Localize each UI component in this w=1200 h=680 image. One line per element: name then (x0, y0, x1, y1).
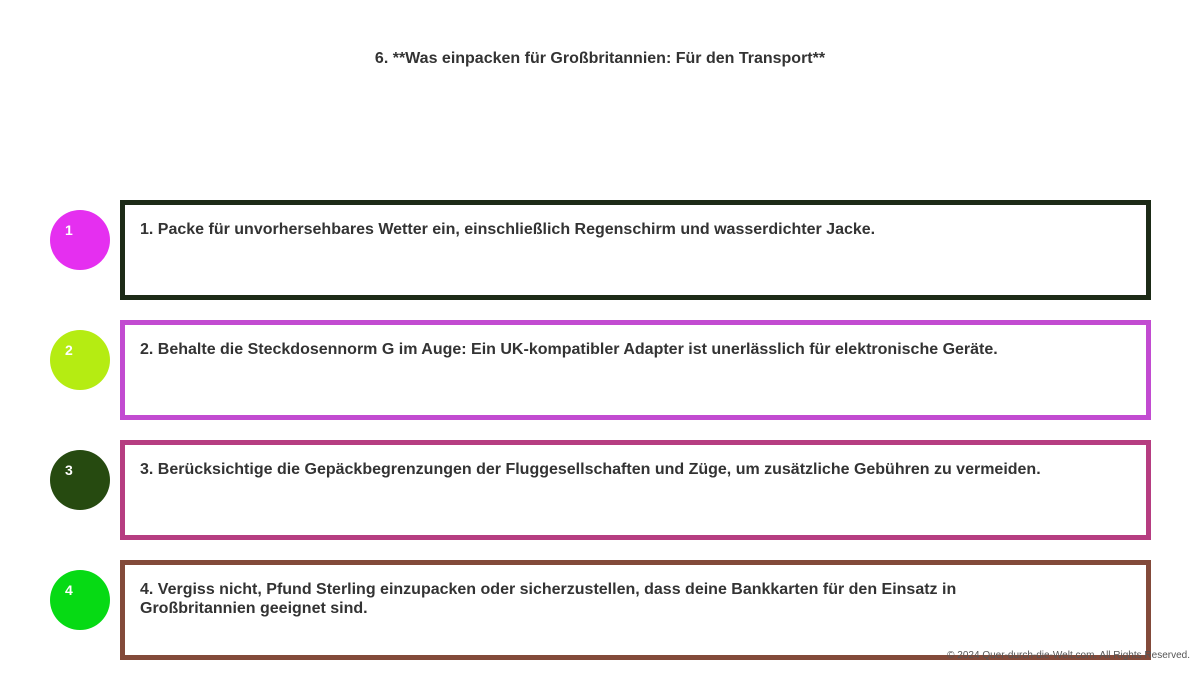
list-item (0, 560, 1200, 660)
number-circle (50, 330, 110, 390)
item-number: 1 (65, 222, 73, 238)
list-item (0, 320, 1200, 420)
number-circle (50, 450, 110, 510)
number-circle (50, 570, 110, 630)
item-box (120, 320, 1151, 420)
item-box (120, 560, 1151, 660)
page-title: 6. **Was einpacken für Großbritannien: Für den Transport** (374, 50, 826, 67)
item-text: 4. Vergiss nicht, Pfund Sterling einzupacken oder sicherzustellen, dass deine Bankkarten für den Einsatz in Großbritannien geeignet sind. (140, 581, 957, 617)
item-number: 3 (65, 462, 73, 478)
item-box (120, 440, 1151, 540)
copyright-footer: © 2024 Quer-durch-die-Welt.com. All Rights Reserved. (947, 650, 1190, 661)
list-item (0, 200, 1200, 300)
item-box (120, 200, 1151, 300)
list-item (0, 440, 1200, 540)
item-text: 2. Behalte die Steckdosennorm G im Auge: Ein UK-kompatibler Adapter ist unerlässlich für elektronische Geräte. (140, 341, 998, 358)
item-text: 3. Berücksichtige die Gepäckbegrenzungen der Fluggesellschaften und Züge, um zusätzliche Gebühren zu vermeiden. (140, 461, 1041, 478)
number-circle (50, 210, 110, 270)
item-number: 2 (65, 342, 73, 358)
item-number: 4 (65, 582, 73, 598)
item-text: 1. Packe für unvorhersehbares Wetter ein, einschließlich Regenschirm und wasserdichter Jacke. (140, 221, 876, 238)
